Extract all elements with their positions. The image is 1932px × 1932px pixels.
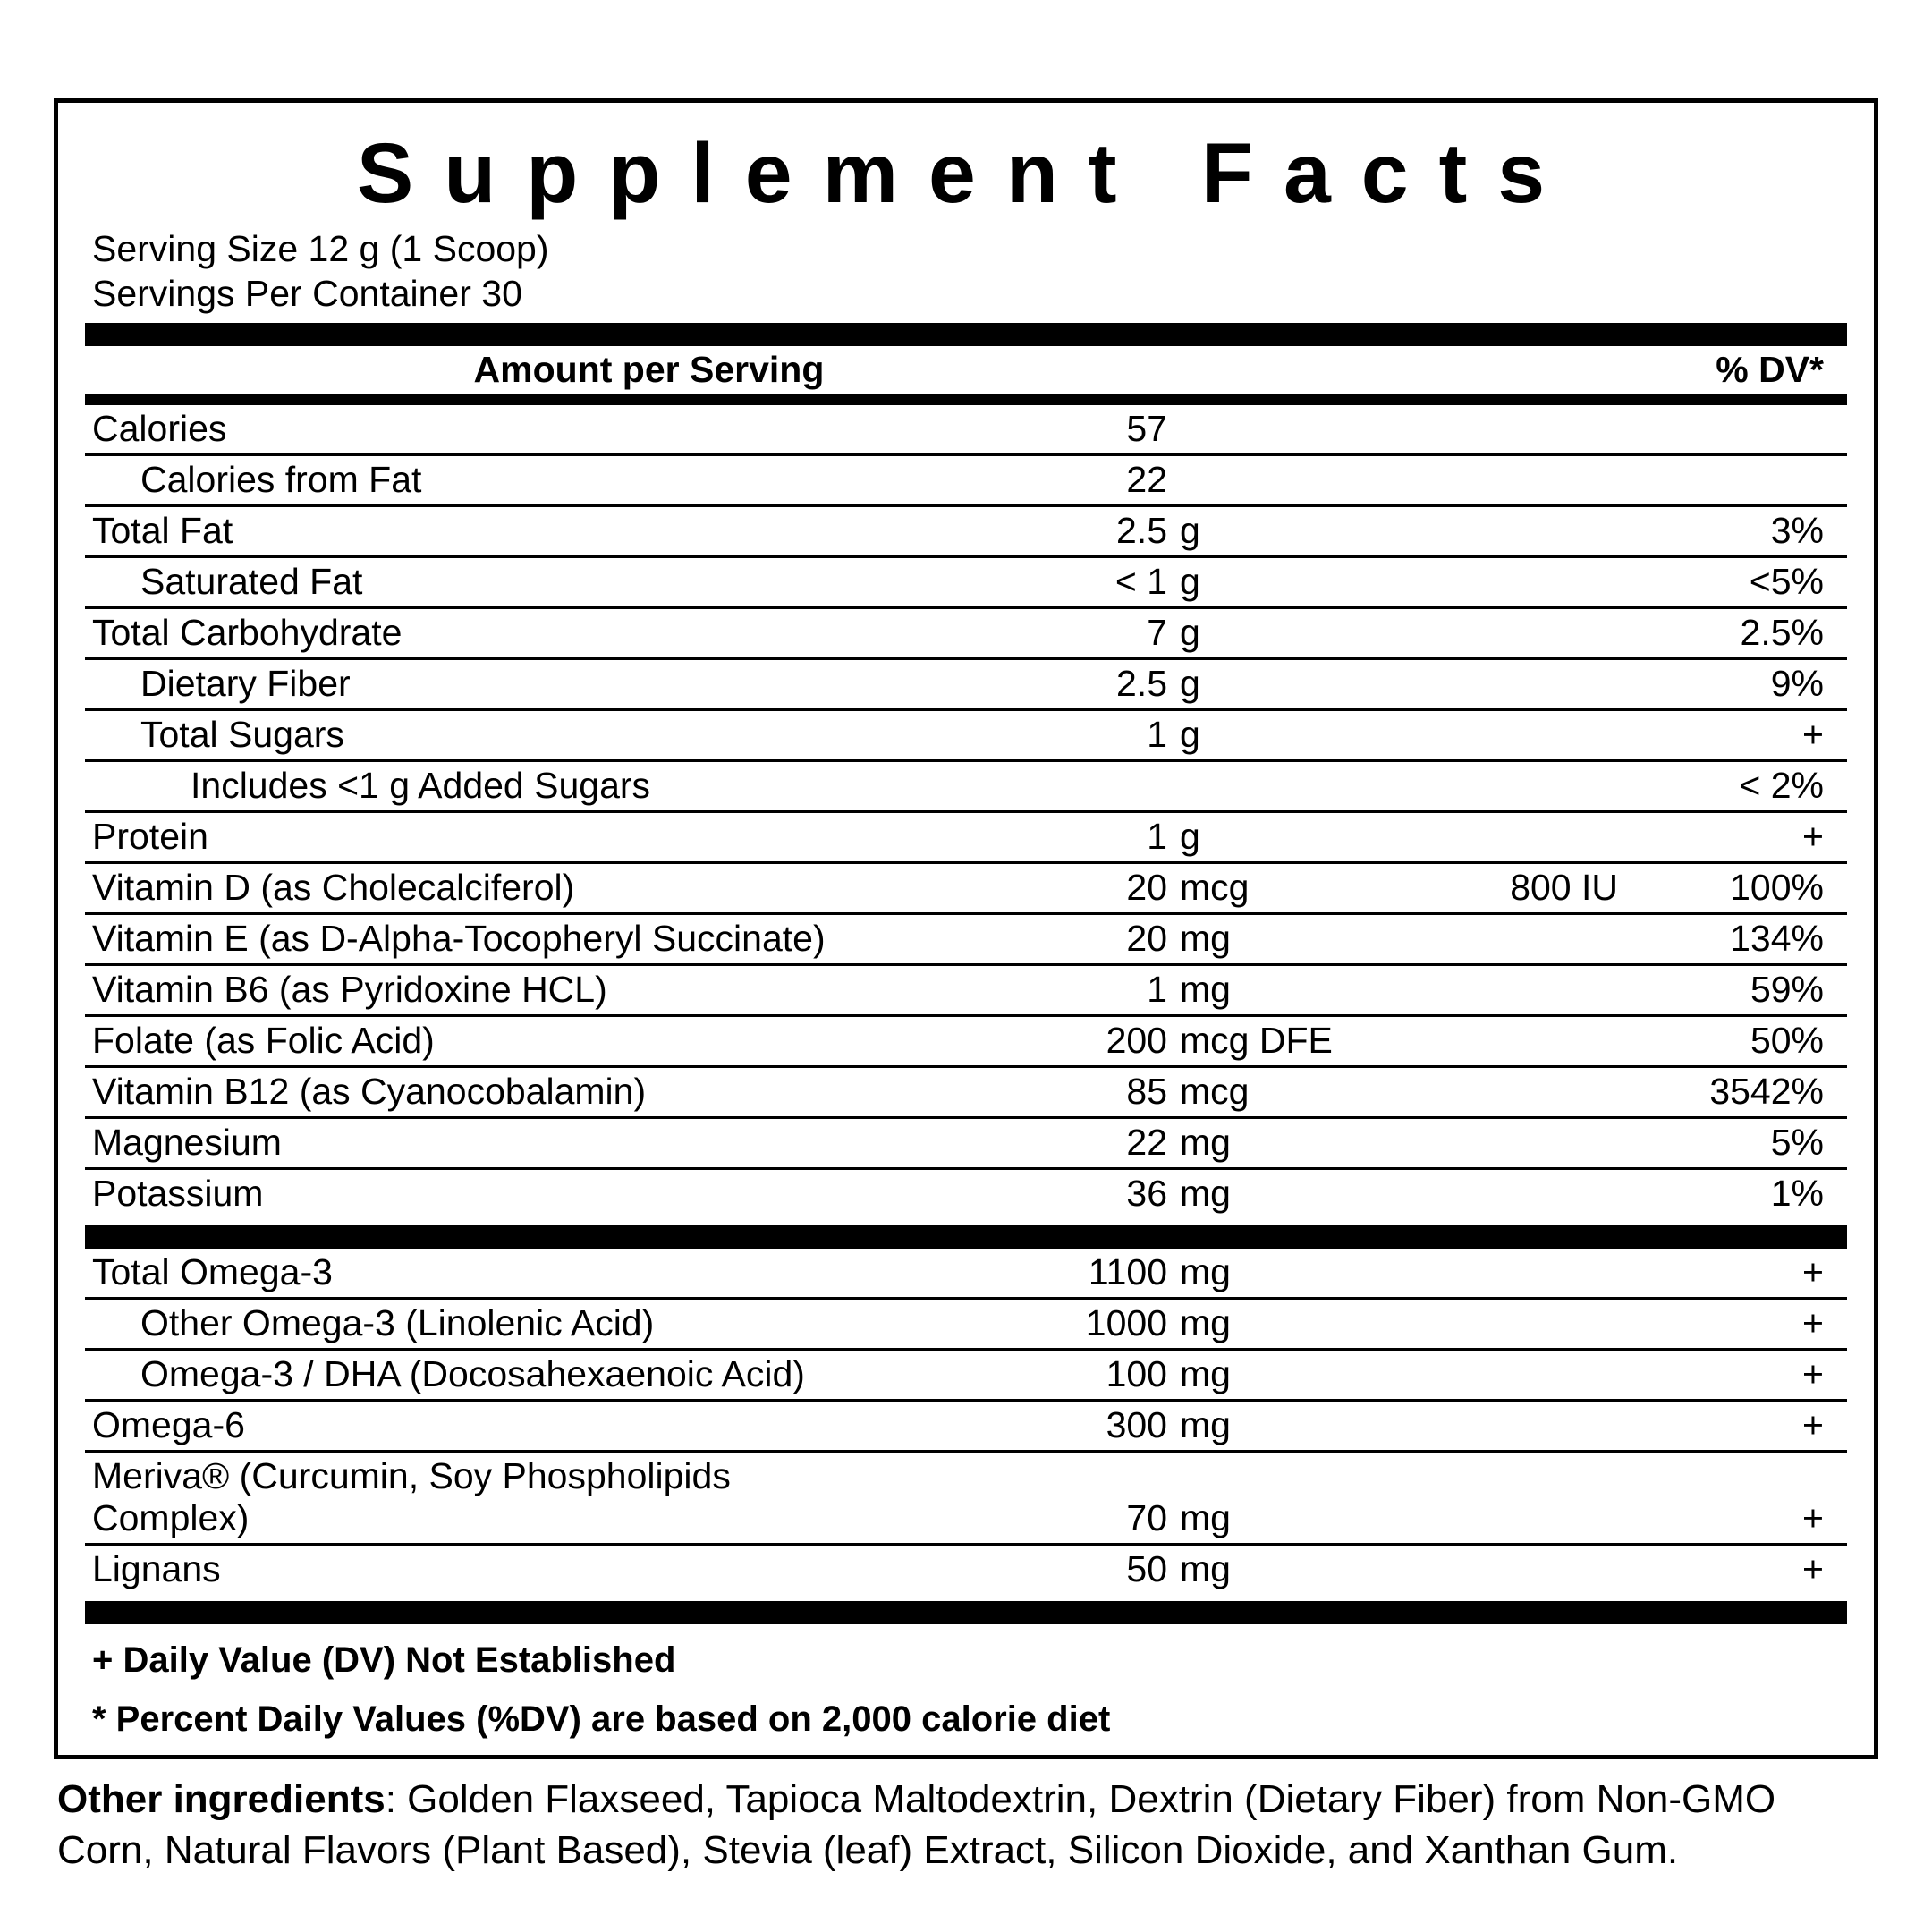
row-name: Dietary Fiber <box>85 658 872 709</box>
table-header-row <box>85 346 1847 394</box>
table-row <box>85 505 1847 556</box>
row-iu <box>1368 658 1618 709</box>
row-amount: 70 <box>872 1451 1167 1544</box>
row-daily-value: 3542% <box>1618 1066 1847 1117</box>
table-row <box>85 811 1847 862</box>
header-percent-dv: % DV* <box>1716 348 1824 390</box>
row-amount <box>872 760 1167 811</box>
row-iu <box>1368 556 1618 607</box>
row-amount: 22 <box>872 454 1167 505</box>
row-daily-value: + <box>1618 709 1847 760</box>
table-row <box>85 1015 1847 1066</box>
row-daily-value: + <box>1618 1349 1847 1400</box>
other-ingredients-text: : Golden Flaxseed, Tapioca Maltodextrin, Dextrin (Dietary Fiber) from Non-GMO Corn, Natural Flavors (Plant Based), Stevia (leaf) Extract, Silicon Dioxide, and Xanthan Gum. <box>57 1776 1776 1872</box>
table-row <box>85 1117 1847 1168</box>
row-amount: 1100 <box>872 1249 1167 1299</box>
row-name: Total Omega-3 <box>85 1249 872 1299</box>
row-unit <box>1167 405 1368 455</box>
row-amount: 22 <box>872 1117 1167 1168</box>
row-amount: 300 <box>872 1400 1167 1451</box>
header-amount-per-serving: Amount per Serving <box>473 348 825 390</box>
row-iu <box>1368 1249 1618 1299</box>
nutrition-header-table <box>85 346 1847 394</box>
row-amount: 1 <box>872 811 1167 862</box>
row-unit: g <box>1167 556 1368 607</box>
row-name: Protein <box>85 811 872 862</box>
row-iu: 800 IU <box>1368 862 1618 913</box>
divider-mid-1 <box>85 394 1847 405</box>
row-iu <box>1368 760 1618 811</box>
row-amount: 2.5 <box>872 505 1167 556</box>
row-daily-value: < 2% <box>1618 760 1847 811</box>
row-name: Vitamin E (as D-Alpha-Tocopheryl Succinate) <box>85 913 872 964</box>
divider-thick-bottom <box>85 1601 1847 1624</box>
table-row <box>85 1349 1847 1400</box>
table-row <box>85 556 1847 607</box>
table-row <box>85 1249 1847 1299</box>
row-unit: mg <box>1167 913 1368 964</box>
row-name: Total Fat <box>85 505 872 556</box>
row-unit: g <box>1167 811 1368 862</box>
row-amount: 1000 <box>872 1298 1167 1349</box>
serving-size: Serving Size 12 g (1 Scoop) <box>92 227 549 269</box>
row-amount: 20 <box>872 913 1167 964</box>
row-daily-value: + <box>1618 811 1847 862</box>
row-amount: 50 <box>1126 1547 1167 1589</box>
row-name: Total Sugars <box>85 709 872 760</box>
row-unit: mcg DFE <box>1167 1015 1368 1066</box>
table-row <box>85 862 1847 913</box>
row-daily-value: + <box>1618 1400 1847 1451</box>
row-iu <box>1368 1015 1618 1066</box>
row-daily-value: 9% <box>1618 658 1847 709</box>
row-amount: 1 <box>872 709 1167 760</box>
row-unit: mg <box>1167 1249 1368 1299</box>
row-amount: 100 <box>872 1349 1167 1400</box>
row-name: Potassium <box>92 1172 264 1214</box>
page-title: Supplement Facts <box>356 126 1576 221</box>
row-amount: 200 <box>872 1015 1167 1066</box>
row-unit: mcg <box>1167 1066 1368 1117</box>
row-name: Calories from Fat <box>85 454 872 505</box>
row-unit: mg <box>1167 1349 1368 1400</box>
row-daily-value: 2.5% <box>1618 607 1847 658</box>
row-unit: g <box>1167 607 1368 658</box>
row-iu <box>1368 405 1618 455</box>
servings-per-container: Servings Per Container 30 <box>92 272 522 314</box>
row-iu <box>1368 1400 1618 1451</box>
row-unit: g <box>1167 709 1368 760</box>
row-daily-value: 100% <box>1618 862 1847 913</box>
divider-thick-mid <box>85 1225 1847 1249</box>
other-ingredients-label: Other ingredients <box>57 1776 386 1821</box>
table-row <box>85 1066 1847 1117</box>
row-amount: < 1 <box>872 556 1167 607</box>
row-unit: mg <box>1167 1400 1368 1451</box>
row-iu <box>1368 505 1618 556</box>
row-name: Includes <1 g Added Sugars <box>85 760 872 811</box>
row-iu <box>1368 1168 1618 1218</box>
row-amount: 20 <box>872 862 1167 913</box>
row-unit <box>1167 760 1368 811</box>
omega-table <box>85 1249 1847 1594</box>
row-unit: mg <box>1180 1172 1231 1214</box>
row-name: Magnesium <box>85 1117 872 1168</box>
row-unit: mg <box>1167 964 1368 1015</box>
footnote-dv-not-established: + Daily Value (DV) Not Established <box>92 1640 676 1680</box>
row-daily-value: + <box>1802 1547 1824 1589</box>
row-iu <box>1368 811 1618 862</box>
row-amount: 85 <box>872 1066 1167 1117</box>
row-iu <box>1368 1066 1618 1117</box>
row-name: Vitamin B12 (as Cyanocobalamin) <box>85 1066 872 1117</box>
row-iu <box>1368 964 1618 1015</box>
table-row <box>85 1451 1847 1544</box>
row-amount: 36 <box>1126 1172 1167 1214</box>
row-unit: mcg <box>1167 862 1368 913</box>
header-blank <box>85 346 107 394</box>
row-unit: g <box>1167 658 1368 709</box>
table-row <box>85 607 1847 658</box>
row-name: Vitamin B6 (as Pyridoxine HCL) <box>85 964 872 1015</box>
row-daily-value: 1% <box>1770 1172 1824 1214</box>
table-row <box>85 1298 1847 1349</box>
row-name: Lignans <box>92 1547 221 1589</box>
row-unit: mg <box>1167 1117 1368 1168</box>
table-row <box>85 405 1847 455</box>
row-unit: mg <box>1167 1451 1368 1544</box>
row-daily-value: + <box>1618 1249 1847 1299</box>
row-daily-value <box>1618 405 1847 455</box>
row-iu <box>1368 1349 1618 1400</box>
row-iu <box>1368 454 1618 505</box>
row-amount: 7 <box>872 607 1167 658</box>
table-row <box>85 760 1847 811</box>
divider-thick-top <box>85 323 1847 346</box>
row-daily-value: <5% <box>1618 556 1847 607</box>
row-name: Saturated Fat <box>85 556 872 607</box>
table-row <box>85 454 1847 505</box>
row-daily-value: 5% <box>1618 1117 1847 1168</box>
table-row <box>85 1544 1847 1594</box>
row-amount: 57 <box>872 405 1167 455</box>
row-daily-value: 59% <box>1618 964 1847 1015</box>
row-name: Calories <box>85 405 872 455</box>
table-row <box>85 964 1847 1015</box>
table-row <box>85 1400 1847 1451</box>
row-iu <box>1368 1117 1618 1168</box>
table-row <box>85 709 1847 760</box>
row-daily-value: 134% <box>1618 913 1847 964</box>
row-iu <box>1368 1544 1618 1594</box>
row-daily-value: 3% <box>1618 505 1847 556</box>
row-amount: 2.5 <box>872 658 1167 709</box>
row-unit <box>1167 454 1368 505</box>
row-daily-value: + <box>1618 1451 1847 1544</box>
row-iu <box>1368 607 1618 658</box>
row-iu <box>1368 1451 1618 1544</box>
table-row <box>85 1168 1847 1218</box>
row-iu <box>1368 913 1618 964</box>
other-ingredients <box>57 1774 1878 1876</box>
row-amount: 1 <box>872 964 1167 1015</box>
header-iu-blank <box>1191 346 1441 394</box>
row-name: Vitamin D (as Cholecalciferol) <box>85 862 872 913</box>
row-name: Meriva® (Curcumin, Soy Phospholipids Complex) <box>85 1451 872 1544</box>
row-daily-value: + <box>1618 1298 1847 1349</box>
row-unit: g <box>1167 505 1368 556</box>
row-unit: mg <box>1180 1547 1231 1589</box>
row-daily-value <box>1618 454 1847 505</box>
row-name: Folate (as Folic Acid) <box>85 1015 872 1066</box>
row-name: Omega-3 / DHA (Docosahexaenoic Acid) <box>85 1349 872 1400</box>
row-name: Omega-6 <box>85 1400 872 1451</box>
row-iu <box>1368 709 1618 760</box>
row-name: Other Omega-3 (Linolenic Acid) <box>85 1298 872 1349</box>
row-daily-value: 50% <box>1618 1015 1847 1066</box>
supplement-facts-panel <box>54 98 1878 1759</box>
footnote-percent-dv: * Percent Daily Values (%DV) are based on 2,000 calorie diet <box>92 1699 1111 1739</box>
row-name: Total Carbohydrate <box>85 607 872 658</box>
table-row <box>85 913 1847 964</box>
row-unit: mg <box>1167 1298 1368 1349</box>
row-iu <box>1368 1298 1618 1349</box>
nutrition-table <box>85 405 1847 1218</box>
table-row <box>85 658 1847 709</box>
